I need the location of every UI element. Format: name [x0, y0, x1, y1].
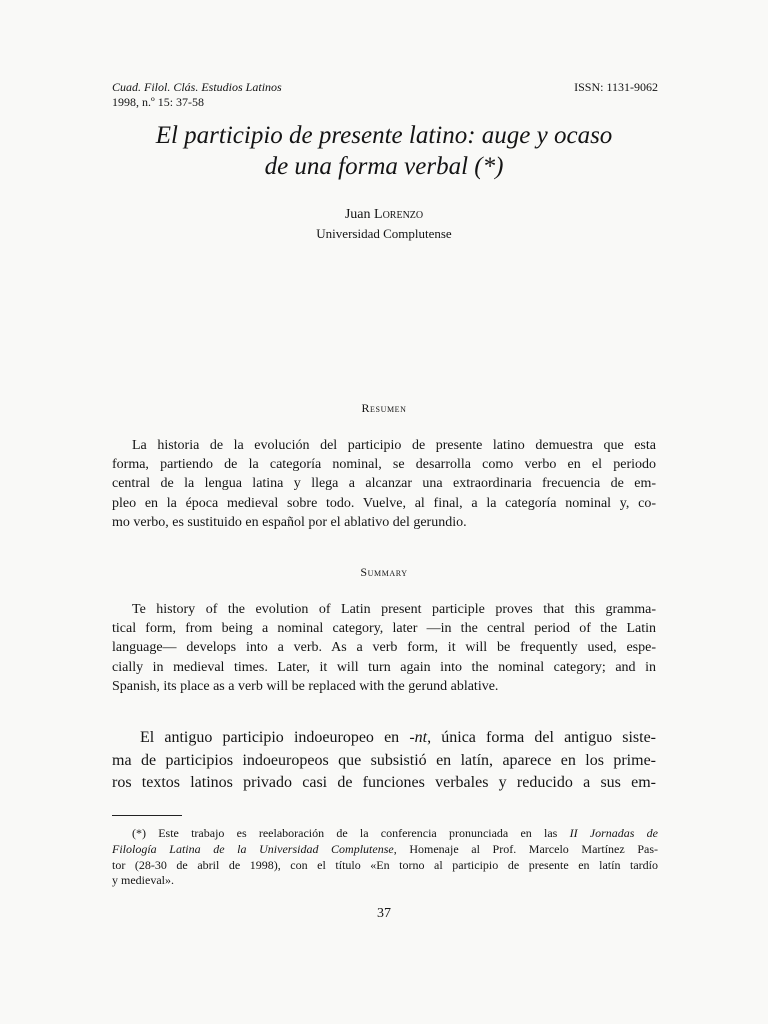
resumen-heading: Resumen	[361, 401, 407, 415]
body-paragraph	[112, 727, 656, 795]
resumen-abstract	[112, 436, 656, 532]
body-line: El antiguo participio indoeuropeo en -nt, única forma del antiguo siste-	[140, 729, 656, 746]
abstract-line: mo verbo, es sustituido en español por el ablativo del gerundio.	[112, 514, 467, 530]
page-number: 37	[377, 906, 391, 921]
footnote-line: Filología Latina de la Universidad Complutense, Homenaje al Prof. Marcelo Martínez Pas-	[112, 841, 658, 856]
issn: ISSN: 1131-9062	[574, 80, 658, 94]
author-first-name: Juan	[344, 207, 371, 222]
abstract-line: tical form, from being a nominal category, later —in the central period of the Latin	[112, 621, 656, 637]
abstract-line: Spanish, its place as a verb will be replaced with the gerund ablative.	[112, 678, 499, 694]
body-line: ros textos latinos privado casi de funciones verbales y reducido a sus em-	[112, 774, 656, 791]
footnote-line: tor (28-30 de abril de 1998), con el título «En torno al participio de presente en latín tardío	[112, 857, 658, 872]
abstract-line: forma, partiendo de la categoría nominal, se desarrolla como verbo en el periodo	[112, 457, 656, 473]
author-last-name: Lorenzo	[374, 207, 424, 222]
article-title-line: El participio de presente latino: auge y ocaso	[155, 122, 613, 149]
journal-citation	[112, 80, 282, 110]
summary-abstract	[112, 600, 656, 696]
footnote	[112, 826, 658, 889]
footnote-rule	[112, 815, 182, 816]
abstract-line: Te history of the evolution of Latin present participle proves that this gramma-	[132, 602, 656, 617]
abstract-line: La historia de la evolución del participio de presente latino demuestra que esta	[132, 438, 656, 453]
footnote-line: y medieval».	[112, 873, 174, 888]
abstract-line: pleo en la época medieval sobre todo. Vuelve, al final, a la categoría nominal y, co-	[112, 495, 656, 511]
abstract-line: cially in medieval times. Later, it will turn again into the nominal category; and in	[112, 659, 656, 675]
article-title	[0, 120, 768, 182]
abstract-line: central de la lengua latina y llega a alcanzar una extraordinaria frecuencia de em-	[112, 476, 656, 492]
footnote-line: (*) Este trabajo es reelaboración de la conferencia pronunciada en las II Jornadas de	[132, 826, 658, 840]
body-line: ma de participios indoeuropeos que subsistió en latín, aparece en los prime-	[112, 751, 656, 769]
journal-name: Cuad. Filol. Clás. Estudios Latinos	[112, 80, 282, 94]
abstract-line: language— develops into a verb. As a verb form, it will be frequently used, espe-	[112, 640, 656, 656]
suffix-nt: -nt	[409, 729, 428, 746]
article-title-line: de una forma verbal (*)	[264, 153, 504, 180]
author-affiliation: Universidad Complutense	[316, 226, 452, 241]
summary-heading: Summary	[360, 565, 408, 579]
journal-issue: 1998, n.º 15: 37-58	[112, 95, 205, 109]
author-block	[0, 205, 768, 243]
author-name	[0, 205, 768, 224]
